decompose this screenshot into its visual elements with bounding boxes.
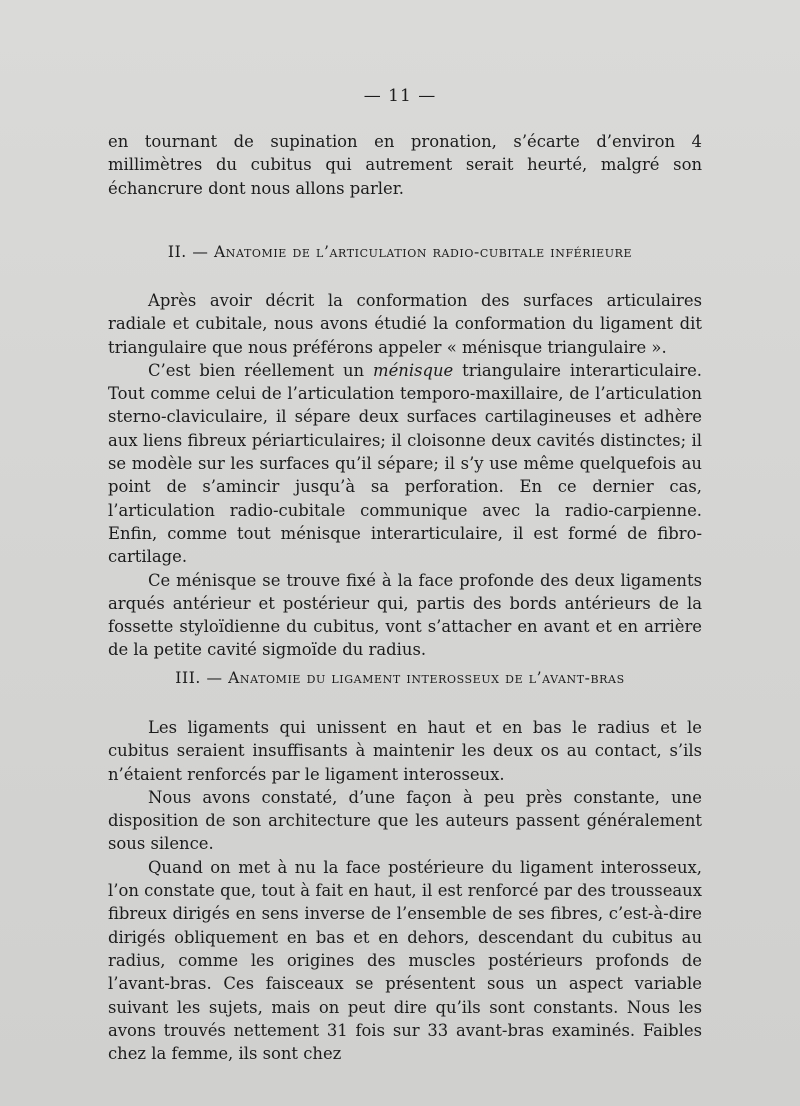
section-2-heading	[0, 243, 800, 261]
section-2-paragraph-1: Après avoir décrit la conformation des surfaces articulaires radiale et cubitale, nous avons étudié la conformation du ligament dit triangulaire que nous préférons appeler « ménisque triangulaire ».	[108, 291, 702, 357]
section-2-p2-text-a: C’est bien réellement un	[148, 360, 374, 380]
section-2-paragraph-2	[108, 359, 702, 569]
section-2-p2-text-b: triangulaire interarticulaire. Tout comme celui de l’articulation temporo-maxillaire, de l’articulation sterno-claviculaire, il sépare deux surfaces cartilagineuses et adhère aux liens fibreux périarticulaires; il cloisonne deux cavités distinctes; il se modèle sur les surfaces qu’il sépare; il s’y use même quelquefois au point de s’amincir jusqu’à sa perforation. En ce dernier cas, l’articulation radio-cubitale communique avec la radio-carpienne. Enfin, comme tout ménisque interarticulaire, il est formé de fibro-cartilage.	[108, 360, 702, 567]
section-2-p2-emphasis: ménisque	[373, 360, 454, 380]
section-3-paragraph-2: Nous avons constaté, d’une façon à peu près constante, une disposition de son architecture que les auteurs passent généralement sous silence.	[108, 787, 702, 854]
intro-block	[108, 130, 702, 200]
section-3-heading	[0, 669, 800, 687]
intro-paragraph: en tournant de supination en pronation, s’écarte d’environ 4 millimètres du cubitus qui autrement serait heurté, malgré son échancrure dont nous allons parler.	[108, 132, 702, 198]
section-3-body	[108, 716, 702, 1065]
section-3-paragraph-1: Les ligaments qui unissent en haut et en bas le radius et le cubitus seraient insuffisants à maintenir les deux os au contact, s’ils n’étaient renforcés par le ligament interosseux.	[108, 718, 702, 784]
section-2-body	[108, 289, 702, 662]
page-number: — 11 —	[363, 86, 437, 106]
section-3-numeral: III. —	[175, 669, 223, 687]
section-3-paragraph-3: Quand on met à nu la face postérieure du ligament interosseux, l’on constate que, tout à fait en haut, il est renforcé par des trousseaux fibreux dirigés en sens inverse de l’ensemble de ses fibres, c’est-à-dire dirigés obliquement en bas et en dehors, descendant du cubitus au radius, comme les origines des muscles postérieurs profonds de l’avant-bras. Ces faisceaux se présentent sous un aspect variable suivant les sujets, mais on peut dire qu’ils sont constants. Nous les avons trouvés nettement 31 fois sur 33 avant-bras examinés. Faibles chez la femme, ils sont chez	[108, 857, 702, 1064]
section-2-numeral: II. —	[167, 243, 209, 261]
section-2-paragraph-3: Ce ménisque se trouve fixé à la face profonde des deux ligaments arqués antérieur et postérieur qui, partis des bords antérieurs de la fossette styloïdienne du cubitus, vont s’attacher en avant et en arrière de la petite cavité sigmoïde du radius.	[108, 570, 702, 660]
section-3-title: Anatomie du ligament interosseux de l’avant-bras	[228, 669, 625, 687]
section-2-title: Anatomie de l’articulation radio-cubitale inférieure	[213, 243, 633, 261]
